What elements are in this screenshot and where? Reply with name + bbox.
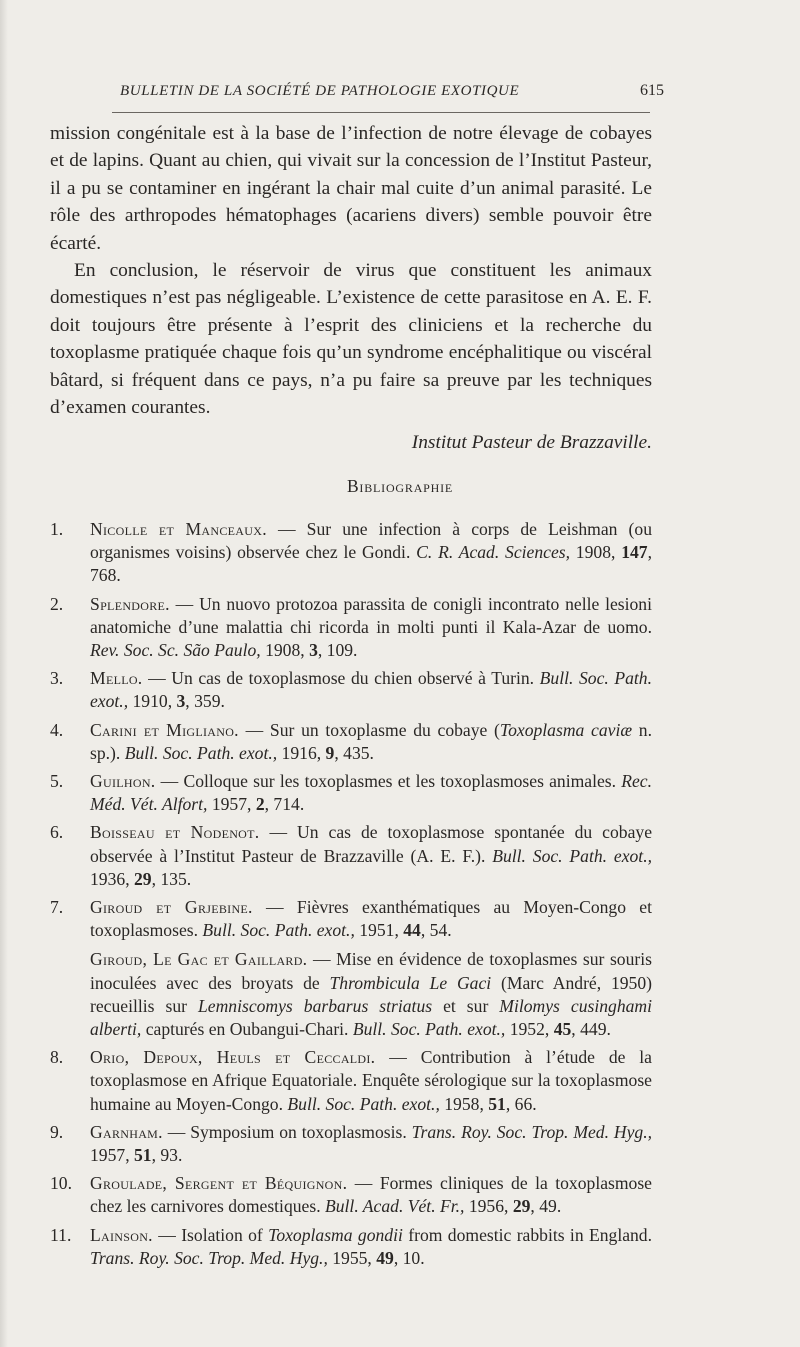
reference-8: 8. Orio, Depoux, Heuls et Ceccaldi. — Contribution à l’étude de la toxoplasmose en Afrique Equatoriale. Enquête sérologique sur la toxoplasmose humaine au Moyen-Congo. Bull. Soc. Path. exot., 1958, 51, 66. [50,1047,652,1114]
ref-authors: Lainson. [90,1224,153,1245]
ref-taxon: Toxoplasma caviæ [499,719,633,740]
ref-source: Bull. Soc. Path. exot., [90,668,652,712]
ref-number: 1. [50,519,64,539]
ref-volume: 29 [133,868,152,889]
ref-authors: Carini et Migliano. [90,719,239,740]
ref-volume: 49 [376,1247,394,1268]
reference-6: 6. Boisseau et Nodenot. — Un cas de toxoplasmose spontanée du cobaye observée à l’Institut Pasteur de Brazzaville (A. E. F.). Bull. Soc. Path. exot., 1936, 29, 135. [50,822,653,889]
ref-authors: Groulade, Sergent et Béquignon. [90,1173,348,1194]
ref-source: Rev. Soc. Sc. São Paulo, [90,640,261,661]
ref-volume: 51 [488,1093,506,1114]
paragraph-1: mission congénitale est à la base de l’infection de notre élevage de cobayes et de lapins. Quant au chien, qui vivait sur la concession de l’Institut Pasteur, il a pu se contaminer en ingérant la chair mal cuite d’un animal parasité. Le rôle des arthropodes hématophages (acariens divers) semble pouvoir être écarté. [50,123,652,254]
ref-source: Bull. Acad. Vét. Fr., [325,1196,465,1217]
reference-4: 4. Carini et Migliano. — Sur un toxoplasme du cobaye (Toxoplasma caviæ n. sp.). Bull. Soc. Path. exot., 1916, 9, 435. [50,719,653,763]
ref-taxon: Toxoplasma gondii [268,1224,403,1245]
reference-1: 1. Nicolle et Manceaux. — Sur une infection à corps de Leishman (ou organismes voisins) observée chez le Gondi. C. R. Acad. Sciences, 1908, 147, 768. [50,519,652,586]
ref-source: Rec. Méd. Vét. Alfort, [90,771,652,815]
ref-authors: Nicolle et Manceaux. [90,519,267,539]
ref-volume: 9 [325,742,335,763]
ref-taxon: Thrombicula Le Gaci [329,972,492,993]
ref-source: Trans. Roy. Soc. Trop. Med. Hyg., [411,1121,652,1142]
ref-volume: 147 [621,542,648,563]
reference-list [50,518,652,1275]
header-rule [112,112,650,113]
ref-authors: Orio, Depoux, Heuls et Ceccaldi. [90,1047,376,1068]
ref-number: 7. [50,897,64,918]
ref-authors: Guilhon. [90,771,156,792]
ref-source: Trans. Roy. Soc. Trop. Med. Hyg., [90,1247,328,1268]
ref-volume: 44 [403,920,421,941]
signature: Institut Pasteur de Brazzaville. [411,432,652,454]
ref-volume: 45 [553,1019,572,1040]
ref-authors: Giroud et Grjebine. [90,897,253,918]
ref-volume: 3 [309,640,318,661]
reference-5: 5. Guilhon. — Colloque sur les toxoplasmes et les toxoplasmoses animales. Rec. Méd. Vét. Alfort, 1957, 2, 714. [50,771,652,815]
ref-number: 5. [50,771,64,792]
ref-source: Bull. Soc. Path. exot., [352,1019,506,1040]
reference-2: 2. Splendore. — Un nuovo protozoa parassita de conigli incontrato nelle lesioni anatomiche d’une malattia chi ricorda in molti punti il Kala-Azar de uomo. Rev. Soc. Sc. São Paulo, 1908, 3, 109. [50,593,652,661]
ref-number: 10. [50,1173,72,1194]
reference-9: 9. Garnham. — Symposium on toxoplasmosis. Trans. Roy. Soc. Trop. Med. Hyg., 1957, 51, 93. [50,1121,652,1166]
ref-source: Bull. Soc. Path. exot., [492,845,652,866]
ref-number: 2. [50,593,64,614]
ref-volume: 29 [512,1196,531,1217]
ref-volume: 3 [176,691,186,712]
reference-3: 3. Mello. — Un cas de toxoplasmose du chien observé à Turin. Bull. Soc. Path. exot., 1910, 3, 359. [50,668,652,712]
ref-volume: 51 [133,1145,152,1166]
ref-authors: Boisseau et Nodenot. [90,822,260,843]
page-number: 615 [640,82,664,99]
reference-11: 11. Lainson. — Isolation of Toxoplasma gondii from domestic rabbits in England. Trans. Roy. Soc. Trop. Med. Hyg., 1955, 49, 10. [50,1224,653,1268]
reference-10: 10. Groulade, Sergent et Béquignon. — Formes cliniques de la toxoplasmose chez les carnivores domestiques. Bull. Acad. Vét. Fr., 1956, 29, 49. [50,1173,652,1217]
ref-number: 4. [50,719,64,740]
ref-source: Bull. Soc. Path. exot., [124,742,278,763]
ref-volume: 2 [255,794,265,815]
ref-source: Bull. Soc. Path. exot., [287,1093,440,1114]
ref-source: C. R. Acad. Sciences, [416,542,571,563]
ref-number: 6. [50,822,64,843]
ref-authors: Giroud, Le Gac et Gaillard. [90,949,308,970]
ref-taxon: Milomys cusinghami alberti, [90,995,653,1040]
ref-authors: Garnham. [90,1121,163,1142]
page-gutter-shadow [0,0,8,1347]
running-header: BULLETIN DE LA SOCIÉTÉ DE PATHOLOGIE EXOTIQUE [120,83,520,99]
reference-7: 7. Giroud et Grjebine. — Fièvres exanthématiques au Moyen-Congo et toxoplasmoses. Bull. Soc. Path. exot., 1951, 44, 54. [50,897,653,941]
bibliography-heading: Bibliographie [346,476,454,496]
ref-number: 9. [50,1121,64,1142]
ref-number: 8. [50,1047,64,1068]
body-text [50,120,652,457]
ref-number: 11. [50,1224,72,1245]
ref-authors: Mello. [90,668,143,689]
reference-7b: Giroud, Le Gac et Gaillard. — Mise en évidence de toxoplasmes sur souris inoculées avec des broyats de Thrombicula Le Gaci (Marc André, 1950) recueillis sur Lemniscomys barbarus striatus et sur Milomys cusinghami alberti, capturés en Oubangui-Chari. Bull. Soc. Path. exot., 1952, 45, 449. [90,949,653,1040]
ref-source: Bull. Soc. Path. exot., [202,920,355,941]
paragraph-2: En conclusion, le réservoir de virus que constituent les animaux domestiques n’est pas négligeable. L’existence de cette parasitose en A. E. F. doit toujours être présente à l’esprit des cliniciens et la recherche du toxoplasme pratiquée chaque fois qu’un syndrome encéphalitique ou viscéral bâtard, si fréquent dans ce pays, n’a pu faire sa preuve par les techniques d’examen courantes. [50,260,652,419]
ref-number: 3. [50,668,64,689]
ref-authors: Splendore. [90,593,170,614]
ref-taxon: Lemniscomys barbarus striatus [197,995,433,1016]
